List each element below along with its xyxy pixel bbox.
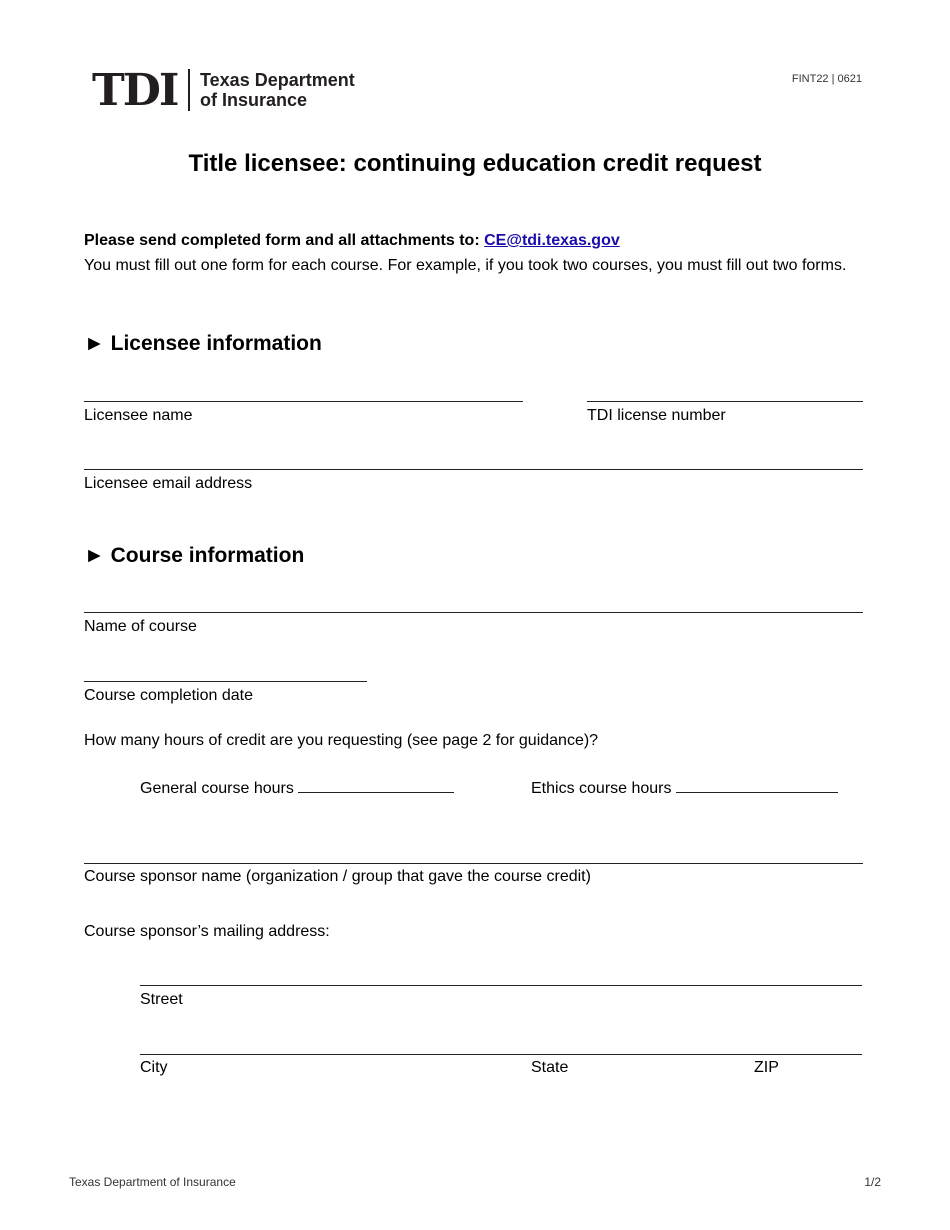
send-instructions <box>84 232 620 250</box>
sponsor-name-field[interactable] <box>84 863 863 864</box>
hours-question: How many hours of credit are you requesting (see page 2 for guidance)? <box>84 732 599 749</box>
general-hours-field[interactable] <box>298 778 454 793</box>
logo-divider <box>188 69 190 111</box>
city-state-zip-field[interactable] <box>140 1054 862 1055</box>
zip-label: ZIP <box>754 1059 779 1076</box>
form-code: FINT22 | 0621 <box>791 73 862 85</box>
tdi-logo-mark: TDI <box>92 65 178 116</box>
page-title: Title licensee: continuing education credit request <box>188 150 762 177</box>
logo-line-2: of Insurance <box>200 90 308 110</box>
state-label: State <box>531 1059 569 1076</box>
logo-line-1: Texas Department <box>200 70 355 90</box>
general-hours-row <box>140 778 454 798</box>
page-number: 1/2 <box>864 1175 881 1189</box>
completion-date-label: Course completion date <box>84 687 253 704</box>
completion-date-field[interactable] <box>84 681 367 682</box>
licensee-email-field[interactable] <box>84 469 863 470</box>
course-name-field[interactable] <box>84 612 863 613</box>
city-label: City <box>140 1059 168 1076</box>
license-number-field[interactable] <box>587 401 863 402</box>
licensee-section-heading: ► Licensee information <box>84 332 322 355</box>
form-instructions: You must fill out one form for each course. For example, if you took two courses, you must fill out two forms. <box>84 257 847 274</box>
logo-wordmark <box>200 70 355 110</box>
street-field[interactable] <box>140 985 862 986</box>
email-link[interactable]: CE@tdi.texas.gov <box>484 232 620 249</box>
send-label: Please send completed form and all attachments to: <box>84 232 480 249</box>
ethics-hours-field[interactable] <box>676 778 838 793</box>
license-number-label: TDI license number <box>587 407 726 424</box>
course-section-heading: ► Course information <box>84 544 305 567</box>
sponsor-name-label: Course sponsor name (organization / group that gave the course credit) <box>84 868 591 885</box>
footer-org: Texas Department of Insurance <box>69 1175 236 1189</box>
ethics-hours-label: Ethics course hours <box>531 780 672 797</box>
street-label: Street <box>140 991 183 1008</box>
course-name-label: Name of course <box>84 618 197 635</box>
ethics-hours-row <box>531 778 838 798</box>
sponsor-address-label: Course sponsor’s mailing address: <box>84 923 330 940</box>
licensee-name-label: Licensee name <box>84 407 193 424</box>
general-hours-label: General course hours <box>140 780 294 797</box>
licensee-name-field[interactable] <box>84 401 523 402</box>
licensee-email-label: Licensee email address <box>84 475 253 492</box>
